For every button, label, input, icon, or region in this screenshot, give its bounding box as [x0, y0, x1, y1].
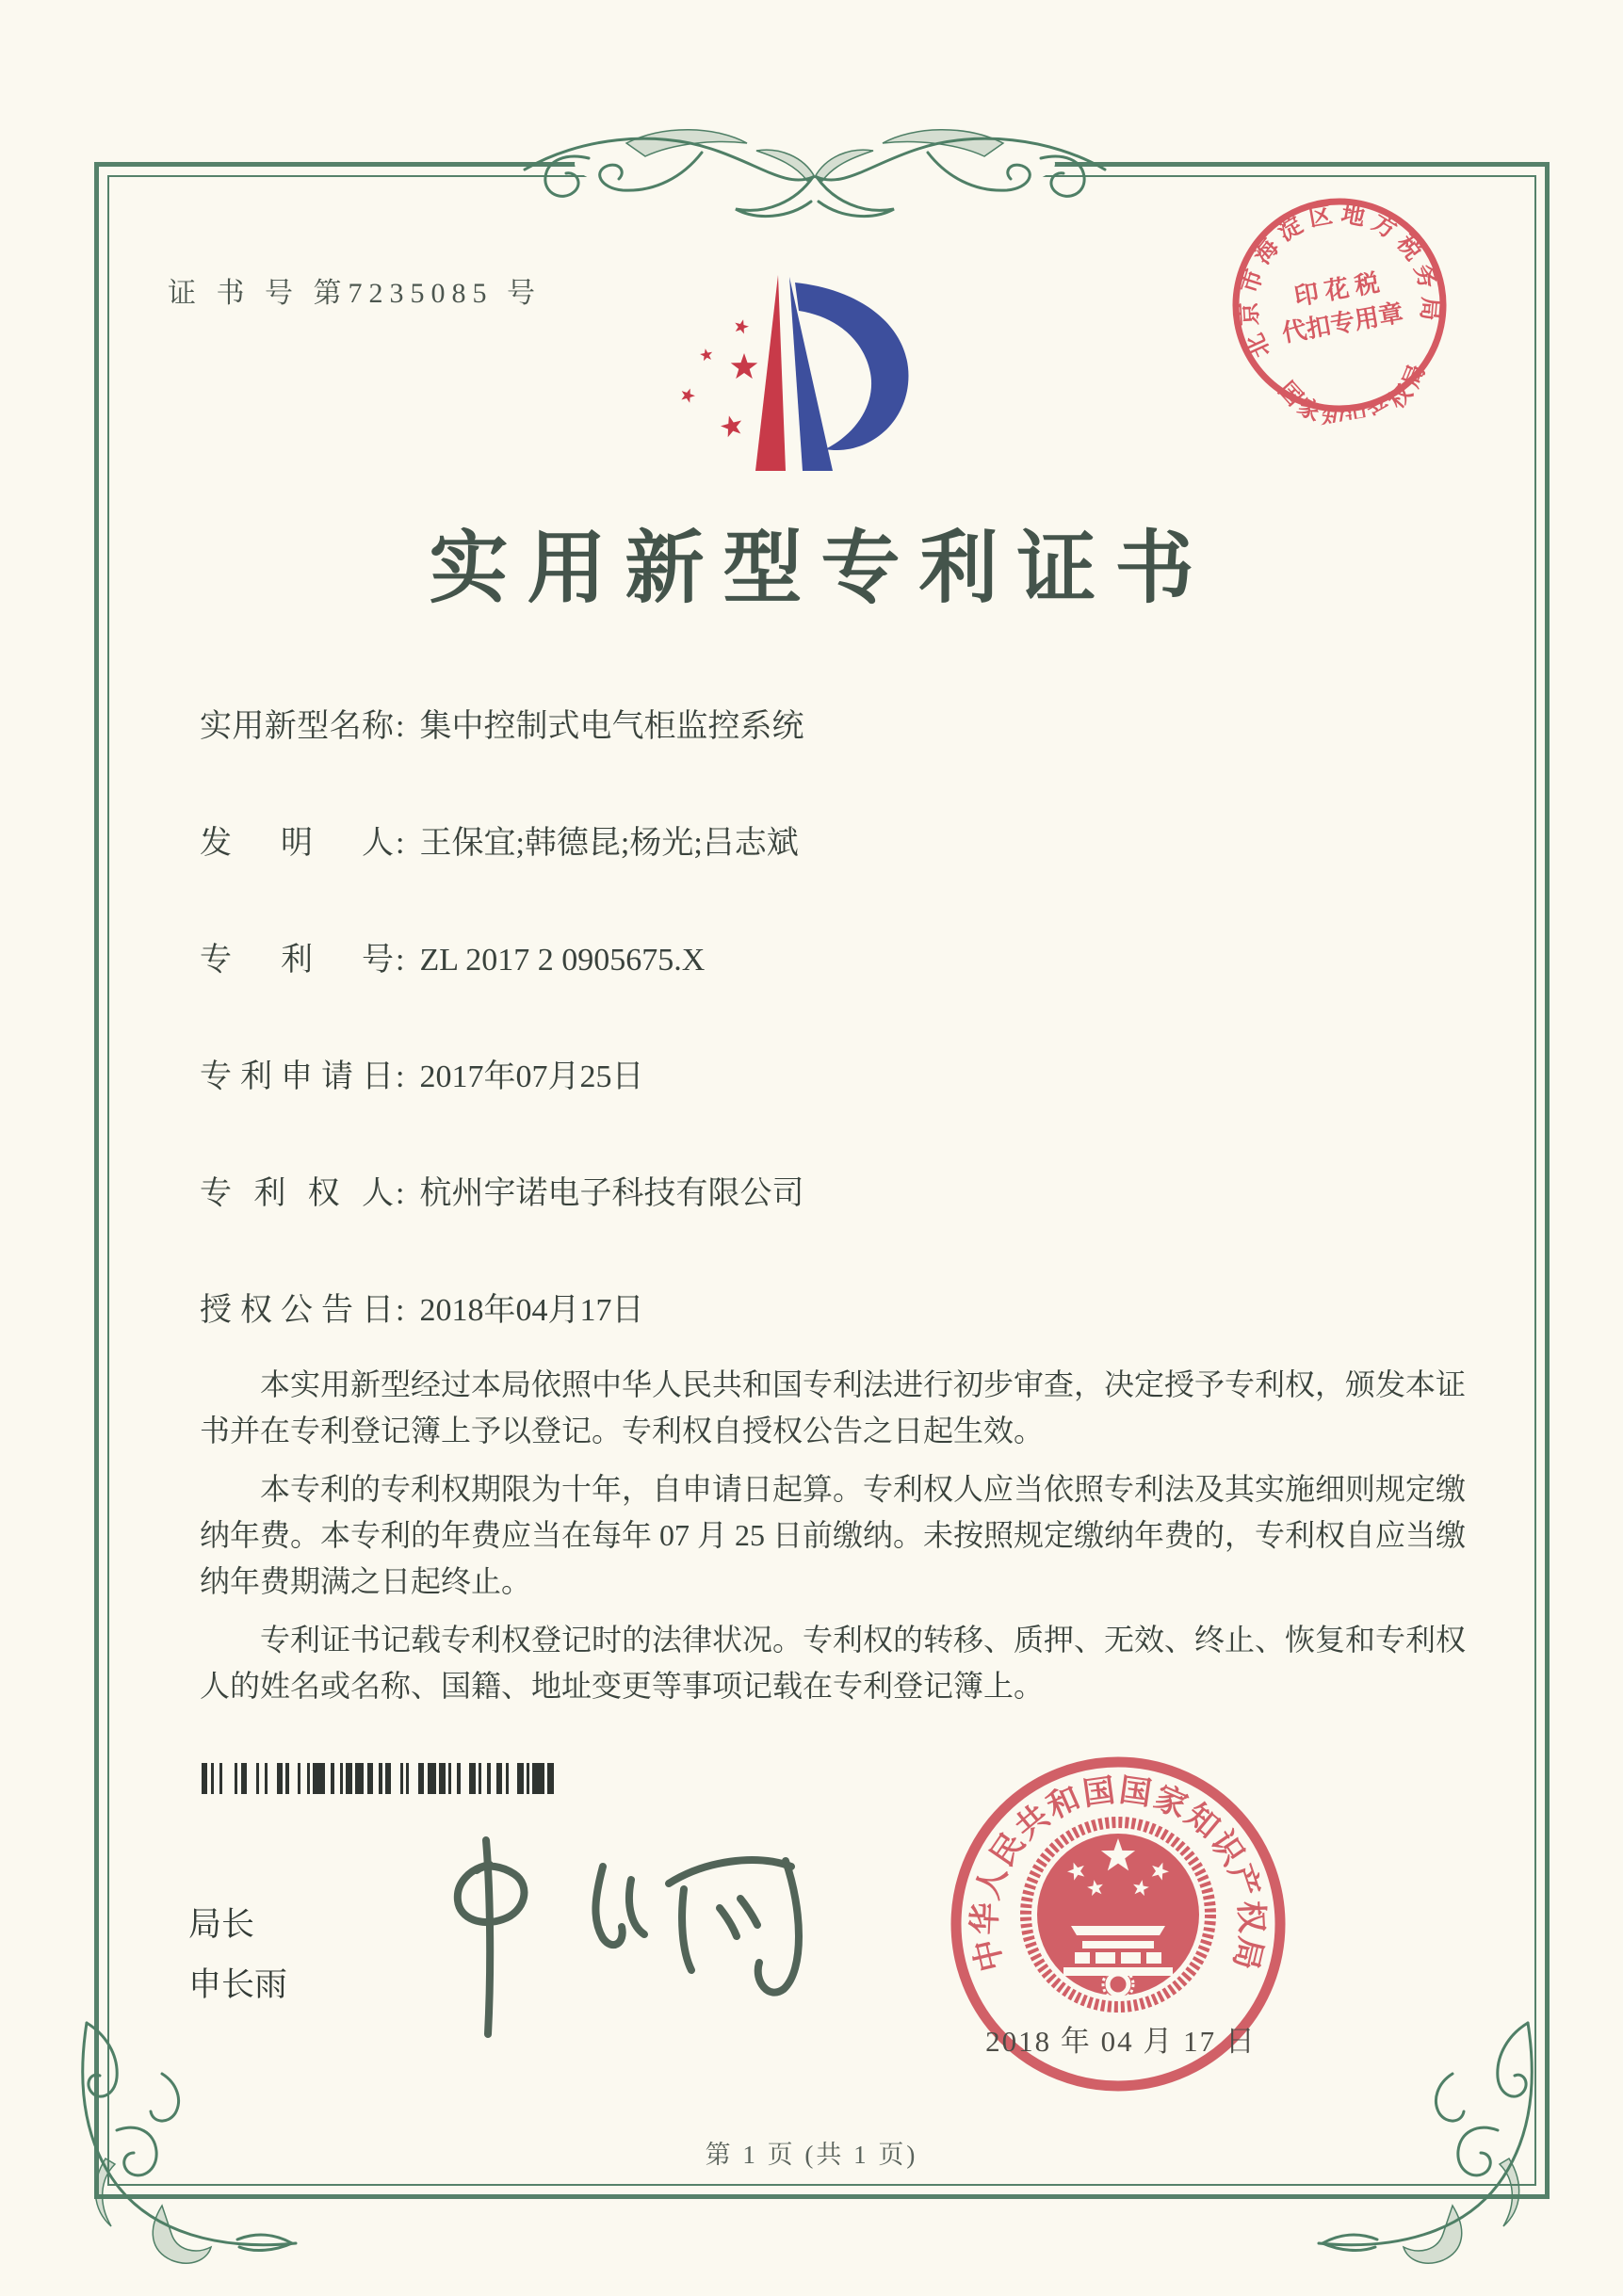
field-colon: : — [396, 709, 405, 744]
body-paragraph-3: 专利证书记载专利权登记时的法律状况。专利权的转移、质押、无效、终止、恢复和专利权人的姓名或名称、国籍、地址变更等事项记载在专利登记簿上。 — [200, 1623, 1467, 1703]
field-grant-date — [200, 1292, 803, 1330]
cnipa-logo-icon — [657, 271, 931, 478]
page-footer: 第 1 页 (共 1 页) — [705, 2141, 918, 2169]
barcode — [202, 1763, 554, 1794]
field-patentee — [200, 1175, 803, 1213]
field-label: 专利权人 — [200, 1176, 394, 1211]
body-paragraph-1: 本实用新型经过本局依照中华人民共和国专利法进行初步审查，决定授予专利权，颁发本证书并在专利登记簿上予以登记。专利权自授权公告之日起生效。 — [200, 1367, 1467, 1447]
director-name: 申长雨 — [188, 1966, 288, 2003]
tax-stamp-bottom-text: 国家知识产权局 — [1273, 357, 1433, 434]
field-label: 授权公告日 — [200, 1293, 394, 1328]
certificate-number: 证 书 号 第7235085 号 — [168, 278, 542, 309]
national-emblem-icon — [1026, 1822, 1210, 2007]
tax-stamp-line1: 印 花 税 — [1291, 268, 1382, 311]
field-inventors — [200, 825, 803, 863]
legal-text — [200, 1362, 1466, 1722]
corner-flourish-left-icon — [49, 2017, 303, 2286]
field-colon: : — [396, 826, 405, 861]
stamp-duty-seal-icon — [1207, 172, 1473, 439]
field-label: 实用新型名称 — [200, 709, 394, 744]
field-colon: : — [396, 1176, 405, 1211]
field-value: 2018年04月17日 — [419, 1293, 644, 1328]
tax-stamp-top-text: 北京市海淀区地方税务局 — [1236, 201, 1443, 362]
director-signature-icon — [365, 1829, 836, 2045]
field-colon: : — [396, 1293, 405, 1328]
certificate-fields — [200, 708, 803, 1409]
field-label: 专利申请日 — [200, 1059, 394, 1094]
director-block — [188, 1895, 287, 2015]
tax-stamp-line2: 代扣专用章 — [1279, 299, 1405, 348]
field-value: 王保宜;韩德昆;杨光;吕志斌 — [419, 826, 799, 861]
field-utility-model-name — [200, 708, 803, 746]
field-label: 专利号 — [200, 943, 394, 978]
field-value: ZL 2017 2 0905675.X — [419, 943, 706, 978]
field-filing-date — [200, 1059, 803, 1096]
field-value: 杭州宇诺电子科技有限公司 — [419, 1176, 804, 1211]
field-value: 集中控制式电气柜监控系统 — [419, 709, 804, 744]
corner-flourish-right-icon — [1311, 2017, 1566, 2286]
seal-ring-text: 中华人民共和国国家知识产权局 — [967, 1772, 1269, 1975]
body-paragraph-2: 本专利的专利权期限为十年，自申请日起算。专利权人应当依照专利法及其实施细则规定缴纳年费。本专利的年费应当在每年 07 月 25 日前缴纳。未按照规定缴纳年费的，专利权自应当缴纳年费期满之日起终止。 — [200, 1472, 1467, 1598]
field-patent-number — [200, 942, 803, 979]
field-label: 发明人 — [200, 826, 394, 861]
field-colon: : — [396, 943, 405, 978]
issue-date: 2018 年 04 月 17 日 — [985, 2025, 1257, 2058]
director-title: 局长 — [188, 1906, 255, 1943]
top-flourish-icon — [513, 111, 1116, 252]
field-value: 2017年07月25日 — [419, 1059, 644, 1094]
page-title: 实用新型专利证书 — [429, 525, 1213, 613]
field-colon: : — [396, 1059, 405, 1094]
